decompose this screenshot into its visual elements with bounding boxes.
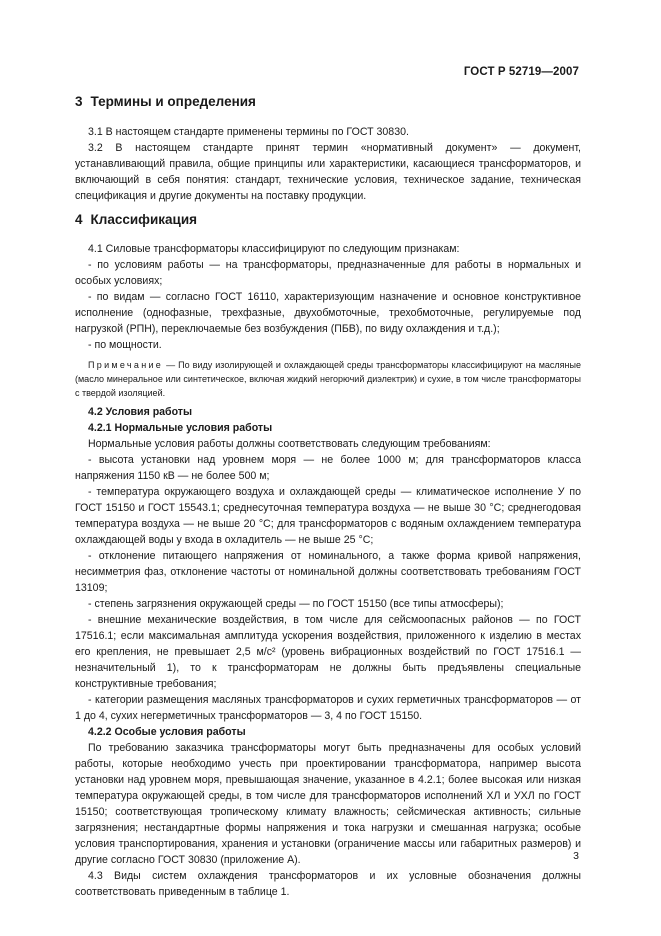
- section-3-title: Термины и определения: [90, 94, 256, 109]
- list-item-voltage: - отклонение питающего напряжения от номинального, а также форма кривой напряжения, несимметрия фаз, отклонение частоты от номинальной должны соответствовать требованиям ГОСТ 13109;: [75, 550, 581, 594]
- clause-4-2-2-heading: 4.2.2 Особые условия работы: [88, 726, 246, 738]
- list-item-temperature: - температура окружающего воздуха и охлаждающей среды — климатическое исполнение У по ГОСТ 15150 и ГОСТ 15543.1; среднесуточная температура воздуха — не выше 30 °С; среднегодовая температура воздуха — не выше 20 °С; для трансформаторов с водяным охлаждением температура охлаждающей воды у входа в охладитель — не выше 25 °С;: [75, 486, 581, 546]
- section-3-heading: [75, 94, 256, 109]
- clause-4-2-1-heading: 4.2.1 Нормальные условия работы: [88, 422, 273, 434]
- note-label: Примечание: [88, 360, 164, 370]
- section-3-body: [75, 124, 581, 204]
- section-3-number: 3: [75, 94, 83, 109]
- section-4-heading: [75, 212, 197, 227]
- clause-4-2-heading: 4.2 Условия работы: [88, 406, 193, 418]
- list-item-altitude: - высота установки над уровнем моря — не более 1000 м; для трансформаторов класса напряжения 1150 кВ — не более 500 м;: [75, 454, 581, 482]
- section-4-body: [75, 241, 581, 900]
- note: [75, 358, 581, 400]
- clause-3-1: 3.1 В настоящем стандарте применены термины по ГОСТ 30830.: [88, 126, 409, 138]
- list-item-pollution: - степень загрязнения окружающей среды — по ГОСТ 15150 (все типы атмосферы);: [88, 598, 504, 610]
- clause-4-1: 4.1 Силовые трансформаторы классифицируют по следующим признакам:: [88, 243, 460, 255]
- note-text: — По виду изолирующей и охлаждающей среды трансформаторы классифицируют на масляные (масло минеральное или синтетическое, включая жидкий негорючий диэлектрик) и сухие, в том числе трансформаторы с твердой изоляцией.: [75, 360, 581, 398]
- list-item-mechanical: - внешние механические воздействия, в том числе для сейсмоопасных районов — по ГОСТ 17516.1; если максимальная амплитуда ускорения воздействия, приложенного к изделию в местах его крепления, не превышает 2,5 м/с² (уровень вибрационных воздействий по ГОСТ 17516.1 — незначительный 1), то к трансформаторам не должны быть предъявлены специальные конструктивные требования;: [75, 614, 581, 690]
- list-item-conditions: - по условиям работы — на трансформаторы, предназначенные для работы в нормальных и особых условиях;: [75, 259, 581, 287]
- list-item-types: - по видам — согласно ГОСТ 16110, характеризующим назначение и основное конструктивное исполнение (однофазные, трехфазные, двухобмоточные, трехобмоточные, регулируемые под нагрузкой (РПН), переключаемые без возбуждения (ПБВ), по виду охлаждения и т.д.);: [75, 291, 581, 335]
- section-4-title: Классификация: [90, 212, 198, 227]
- clause-4-3: 4.3 Виды систем охлаждения трансформаторов и их условные обозначения должны соответствовать приведенным в таблице 1.: [75, 870, 581, 898]
- normal-conditions-intro: Нормальные условия работы должны соответствовать следующим требованиям:: [88, 438, 491, 450]
- list-item-placement: - категории размещения масляных трансформаторов и сухих герметичных трансформаторов — от 1 до 4, сухих негерметичных трансформаторов — 3, 4 по ГОСТ 15150.: [75, 694, 581, 722]
- page-number: 3: [573, 850, 579, 862]
- section-4-number: 4: [75, 212, 83, 227]
- list-item-power: - по мощности.: [88, 339, 162, 351]
- special-conditions-text: По требованию заказчика трансформаторы могут быть предназначены для особых условий работы, которые необходимо учесть при проектировании трансформатора, например высота установки над уровнем моря, превышающая значение, указанное в 4.2.1; более высокая или низкая температура окружающей среды, в том числе для трансформаторов исполнений ХЛ и УХЛ по ГОСТ 15150; соответствующая тропическому климату влажность; сейсмическая активность; сильные загрязнения; нестандартные формы напряжения и тока нагрузки и смешанная нагрузка; особые условия транспортирования, хранения и установки (ограничение массы или габаритных размеров) и другие согласно ГОСТ 30830 (приложение А).: [75, 742, 581, 866]
- standard-designation: ГОСТ Р 52719—2007: [463, 66, 579, 78]
- clause-3-2: 3.2 В настоящем стандарте принят термин «нормативный документ» — документ, устанавливающий правила, общие принципы или характеристики, касающиеся трансформаторов, и включающий в себя понятия: стандарт, технические условия, техническое задание, техническая спецификация и другие документы на поставку продукции.: [75, 142, 581, 202]
